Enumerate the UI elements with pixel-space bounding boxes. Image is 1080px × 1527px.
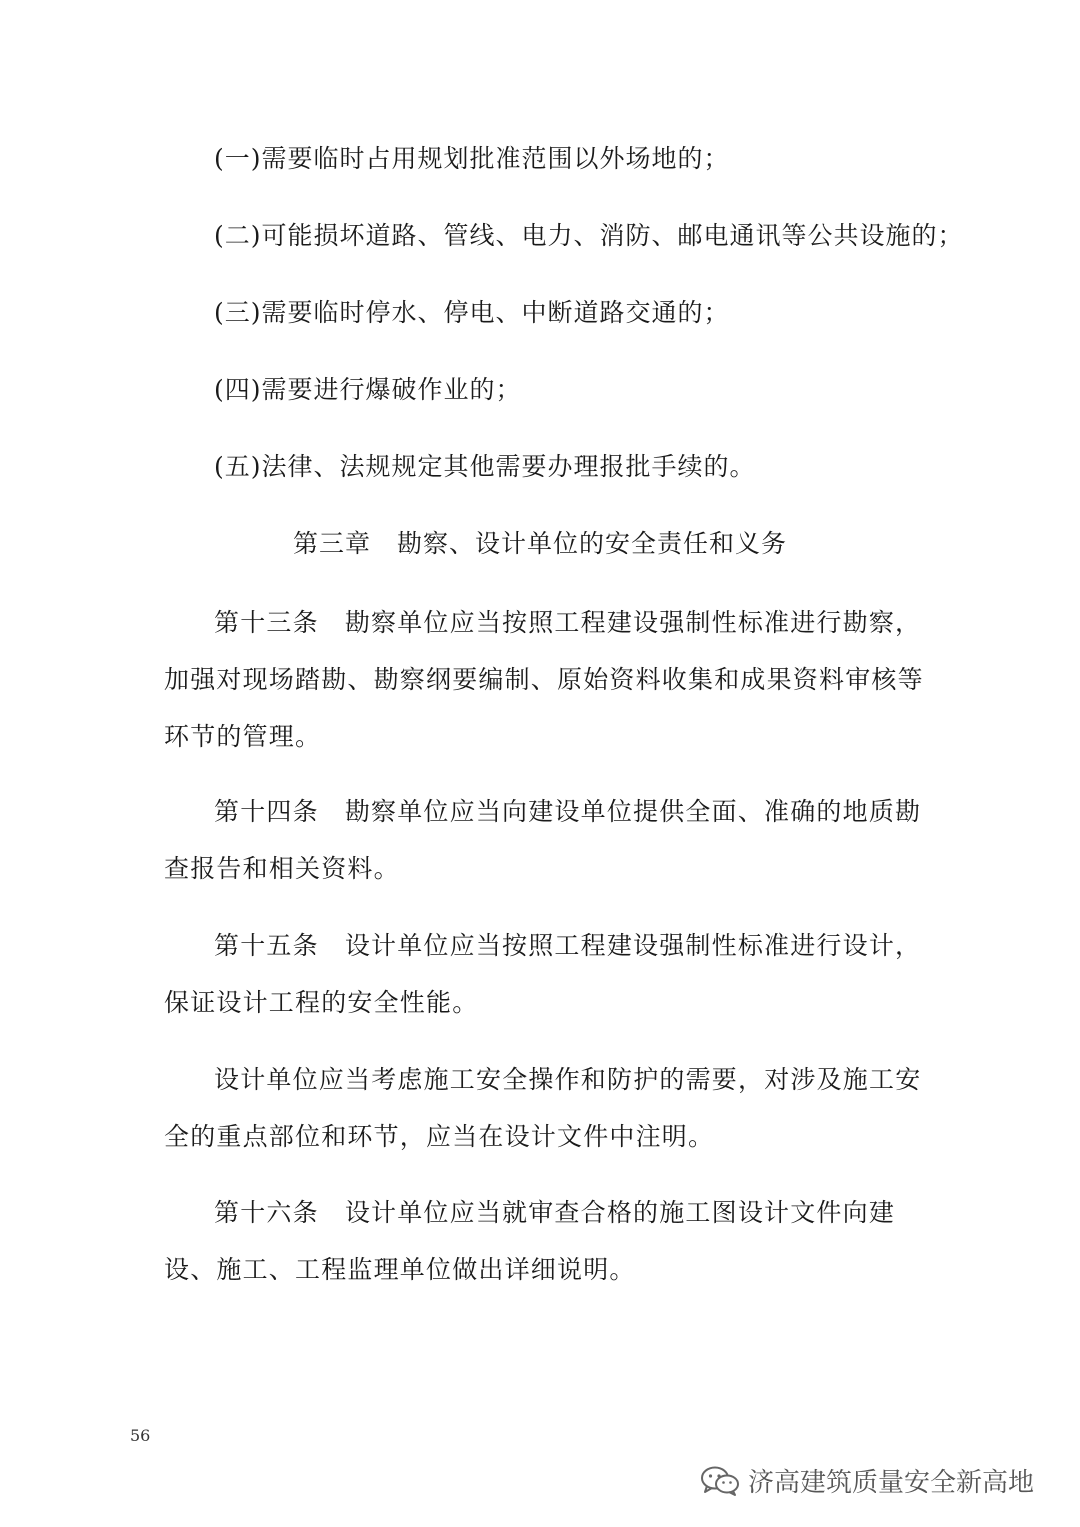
list-item-2: (二)可能损坏道路、管线、电力、消防、邮电通讯等公共设施的； [214,221,964,250]
article-lead: 第十六条 [214,1198,319,1227]
watermark-text: 济高建筑质量安全新高地 [748,1468,1035,1498]
page-number: 56 [130,1426,151,1445]
list-item-3: (三)需要临时停水、停电、中断道路交通的； [214,298,730,327]
article-13 [164,594,924,765]
watermark [700,1462,1034,1499]
chapter-heading [0,524,1080,564]
article-text: 勘察单位应当按照工程建设强制性标准进行勘察，加强对现场踏勘、勘察纲要编制、原始资料收集和成果资料审核等环节的管理。 [164,608,924,751]
chapter-title: 勘察、设计单位的安全责任和义务 [397,529,788,558]
wechat-icon [700,1465,740,1497]
list-item-4: (四)需要进行爆破作业的； [214,375,522,404]
article-16 [164,1184,924,1298]
article-text: 设计单位应当考虑施工安全操作和防护的需要，对涉及施工安全的重点部位和环节，应当在设计文件中注明。 [164,1065,922,1151]
article-text: 勘察单位应当向建设单位提供全面、准确的地质勘查报告和相关资料。 [164,797,922,883]
article-text: 设计单位应当就审查合格的施工图设计文件向建设、施工、工程监理单位做出详细说明。 [164,1198,896,1284]
list-item-1: (一)需要临时占用规划批准范围以外场地的； [214,144,730,173]
article-text: 设计单位应当按照工程建设强制性标准进行设计，保证设计工程的安全性能。 [164,931,922,1017]
article-lead: 第十五条 [214,931,319,960]
article-15 [164,917,924,1031]
list-item-5: (五)法律、法规规定其他需要办理报批手续的。 [214,452,756,481]
article-15-para-2 [164,1051,924,1165]
article-14 [164,783,924,897]
chapter-number: 第三章 [292,529,371,558]
article-lead: 第十四条 [214,797,319,826]
article-lead: 第十三条 [214,608,319,637]
